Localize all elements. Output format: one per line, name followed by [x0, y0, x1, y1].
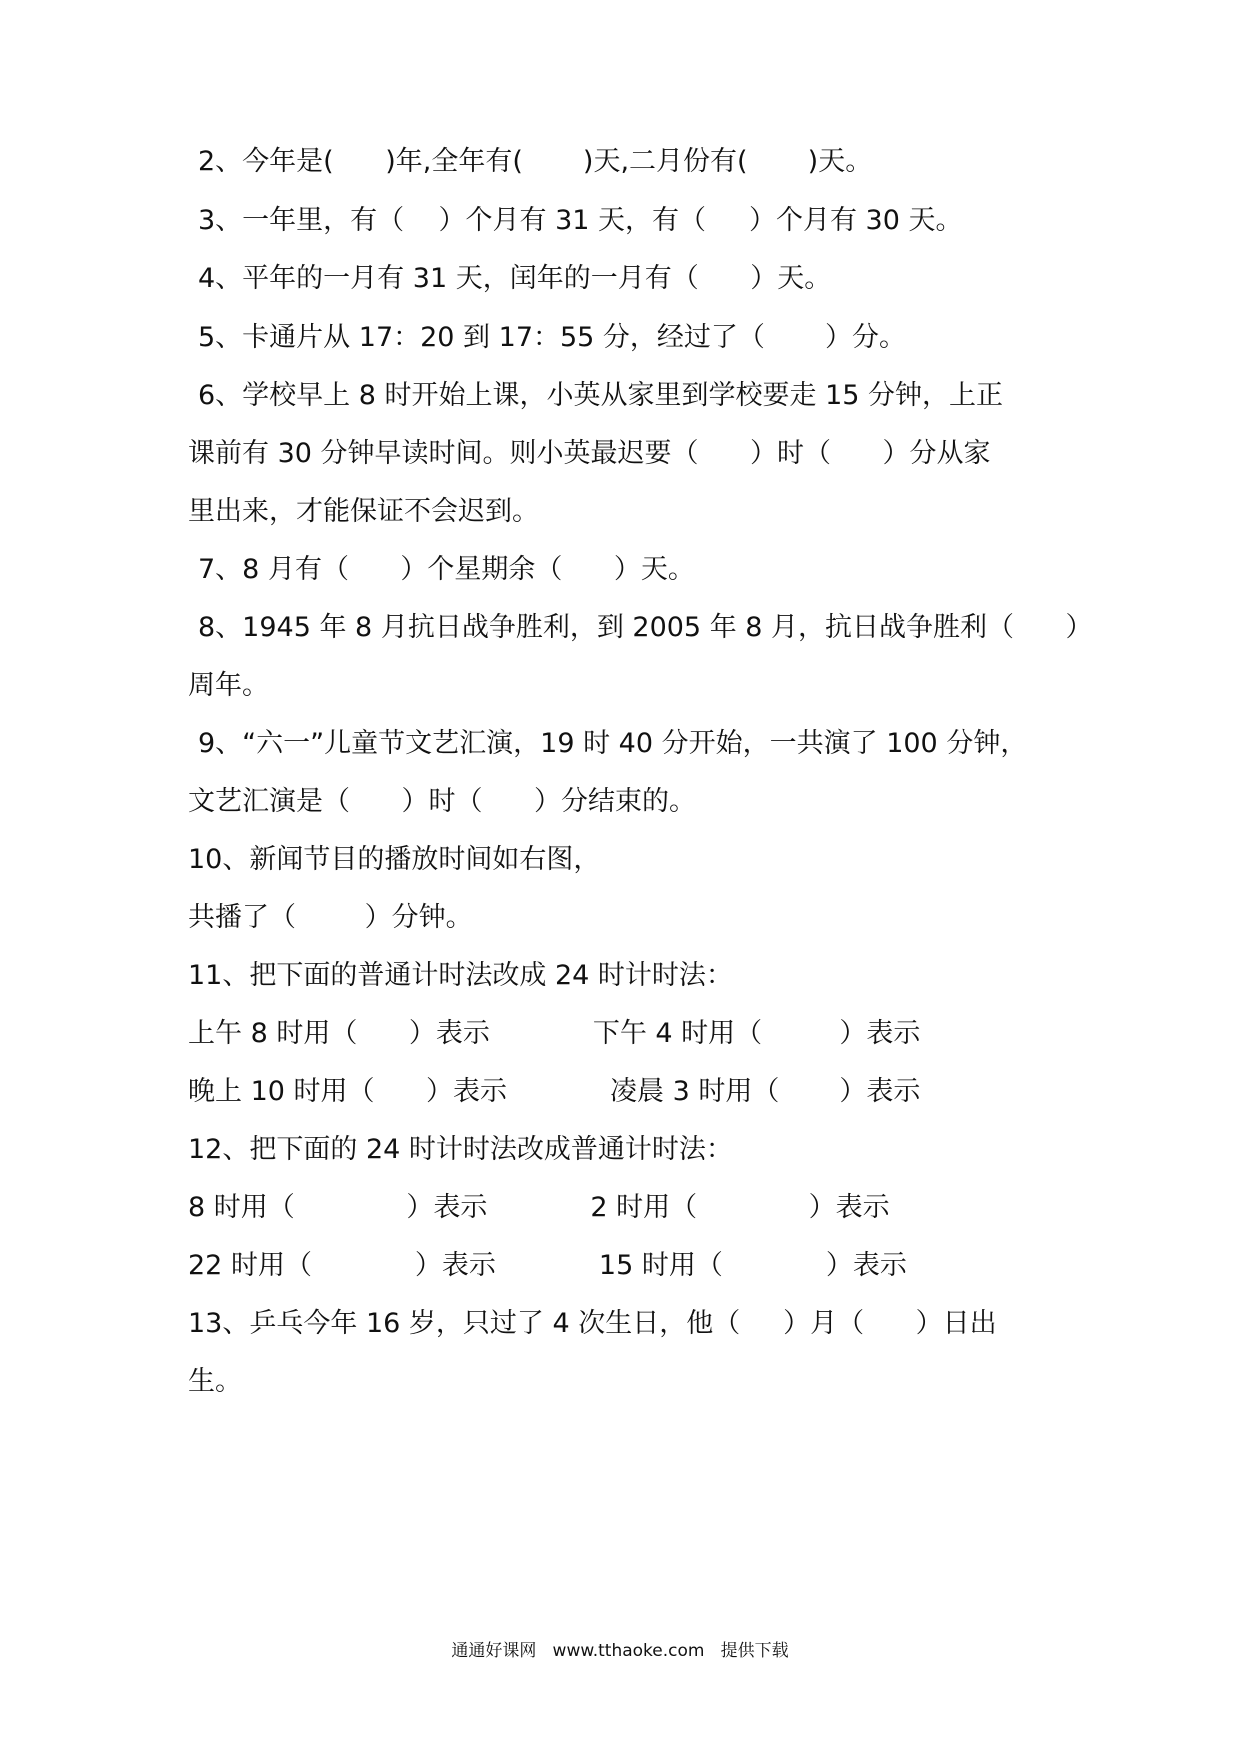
question-10: 10、新闻节目的播放时间如右图，: [188, 844, 601, 875]
question-4: 4、平年的一月有 31 天，闰年的一月有（ ）天。: [198, 263, 832, 294]
question-11-row-2: 晚上 10 时用（ ）表示 凌晨 3 时用（ ）表示: [188, 1076, 921, 1107]
question-11: 11、把下面的普通计时法改成 24 时计时法：: [188, 960, 733, 991]
question-12: 12、把下面的 24 时计时法改成普通计时法：: [188, 1134, 733, 1165]
question-8: 8、1945 年 8 月抗日战争胜利，到 2005 年 8 月，抗日战争胜利（ ）: [198, 612, 1093, 643]
question-11-row-1: 上午 8 时用（ ）表示 下午 4 时用（ ）表示: [188, 1018, 921, 1049]
question-3: 3、一年里，有（ ）个月有 31 天，有（ ）个月有 30 天。: [198, 205, 963, 236]
question-10-continued: 共播了（ ）分钟。: [188, 902, 473, 933]
question-6: 6、学校早上 8 时开始上课，小英从家里到学校要走 15 分钟，上正: [198, 380, 1004, 411]
question-13: 13、乒乓今年 16 岁，只过了 4 次生日，他（ ）月（ ）日出: [188, 1308, 997, 1339]
question-2: 2、今年是( )年,全年有( )天,二月份有( )天。: [198, 146, 873, 177]
question-5: 5、卡通片从 17：20 到 17：55 分，经过了（ ）分。: [198, 322, 907, 353]
question-6-continued: 里出来，才能保证不会迟到。: [188, 496, 539, 527]
page-footer: 通通好课网 www.tthaoke.com 提供下载: [451, 1641, 789, 1661]
question-12-row-1: 8 时用（ ）表示 2 时用（ ）表示: [188, 1192, 890, 1223]
question-9: 9、“六一”儿童节文艺汇演，19 时 40 分开始，一共演了 100 分钟，: [198, 728, 1028, 759]
question-12-row-2: 22 时用（ ）表示 15 时用（ ）表示: [188, 1250, 907, 1281]
question-8-continued: 周年。: [188, 670, 269, 701]
question-13-continued: 生。: [188, 1366, 242, 1397]
question-9-continued: 文艺汇演是（ ）时（ ）分结束的。: [188, 786, 696, 817]
question-6-continued: 课前有 30 分钟早读时间。则小英最迟要（ ）时（ ）分从家: [188, 438, 991, 469]
question-7: 7、8 月有（ ）个星期余（ ）天。: [198, 554, 695, 585]
